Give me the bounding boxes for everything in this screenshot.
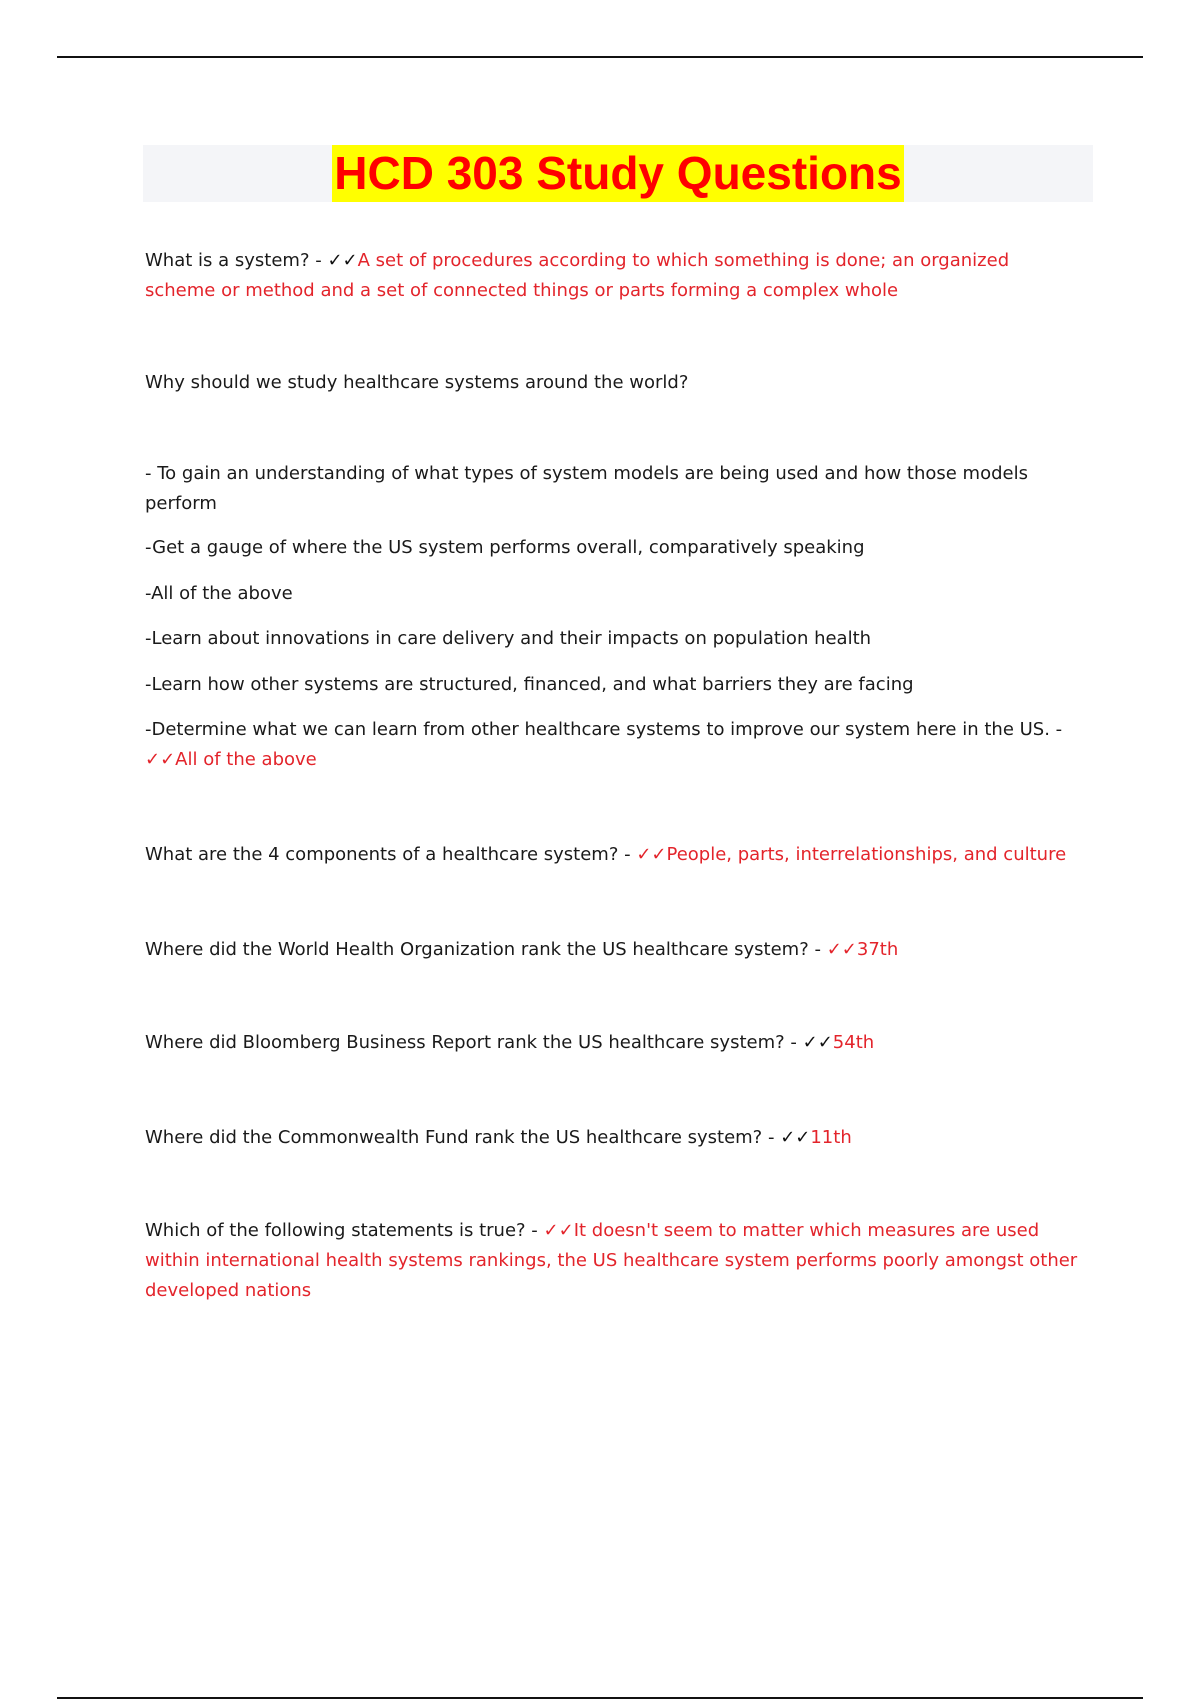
- answer-text: All of the above: [175, 749, 317, 770]
- footer-rule: [57, 1697, 1143, 1699]
- option-item: -All of the above: [145, 583, 293, 604]
- check-mark-icon: ✓✓: [636, 844, 667, 865]
- check-mark-icon: ✓✓: [543, 1220, 574, 1241]
- check-mark-icon: ✓✓: [327, 250, 358, 271]
- option-item: - To gain an understanding of what types of system models are being used and how those models perform: [145, 463, 1028, 514]
- check-mark-icon: ✓✓: [780, 1127, 811, 1148]
- question-text: What are the 4 components of a healthcare system? -: [145, 844, 637, 865]
- option-item: -Learn how other systems are structured, financed, and what barriers they are facing: [145, 674, 914, 695]
- answer-text: People, parts, interrelationships, and culture: [666, 844, 1067, 865]
- question-block-5: [145, 1028, 1085, 1058]
- question-text: Where did the World Health Organization rank the US healthcare system? -: [145, 939, 827, 960]
- page-title: HCD 303 Study Questions: [332, 145, 903, 202]
- option-item: -Learn about innovations in care delivery and their impacts on population health: [145, 628, 872, 649]
- question-block-4: [145, 935, 1085, 965]
- question-block-1: [145, 246, 1085, 306]
- title-band: [143, 145, 1093, 202]
- answer-text: A set of procedures according to which something is done; an organized scheme or method and a set of connected things or parts forming a complex whole: [145, 250, 1010, 301]
- check-mark-icon: ✓✓: [826, 939, 857, 960]
- question-block-3: [145, 840, 1085, 870]
- answer-text: 11th: [810, 1127, 852, 1148]
- question-block-2: [145, 368, 1085, 398]
- question-text: Where did Bloomberg Business Report rank the US healthcare system? -: [145, 1032, 803, 1053]
- option-item: -Get a gauge of where the US system performs overall, comparatively speaking: [145, 537, 865, 558]
- answer-text: 54th: [832, 1032, 875, 1053]
- header-rule: [57, 56, 1143, 58]
- option-text: -Determine what we can learn from other healthcare systems to improve our system here in the US. -: [145, 719, 1063, 740]
- answer-text: 37th: [856, 939, 899, 960]
- question-text: Where did the Commonwealth Fund rank the US healthcare system? -: [145, 1127, 781, 1148]
- answer-text: It doesn't seem to matter which measures are used within international health systems rankings, the US healthcare system performs poorly amongst other developed nations: [145, 1220, 1078, 1301]
- question-text: Which of the following statements is true? -: [145, 1220, 544, 1241]
- question-text: Why should we study healthcare systems around the world?: [145, 372, 689, 393]
- question-block-6: [145, 1123, 1085, 1153]
- option-item-with-answer: [145, 715, 1085, 775]
- check-mark-icon: ✓✓: [802, 1032, 833, 1053]
- question-block-7: [145, 1216, 1085, 1306]
- question-text: What is a system? -: [145, 250, 328, 271]
- check-mark-icon: ✓✓: [145, 749, 176, 770]
